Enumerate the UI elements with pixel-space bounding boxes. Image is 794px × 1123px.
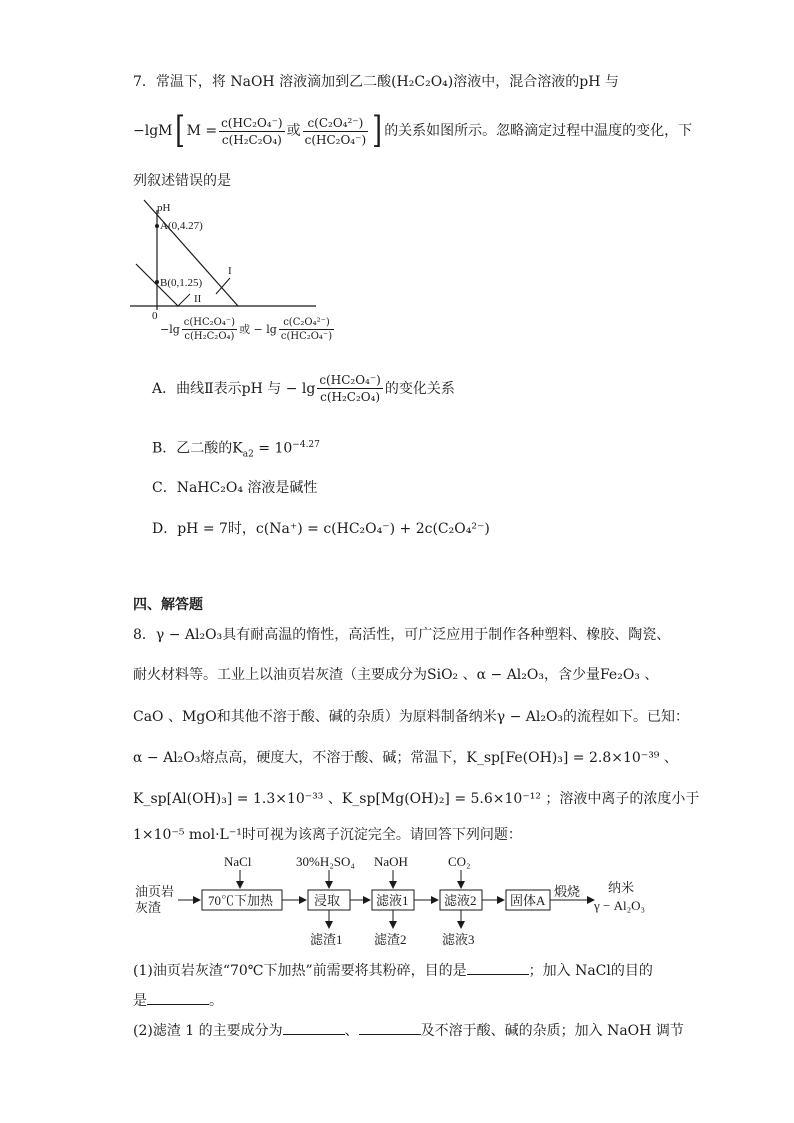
option-b-text: B．乙二酸的K: [152, 440, 243, 457]
q8-line1: 8．γ − Al₂O₃具有耐高温的惰性，高活性，可广泛应用于制作各种塑料、橡胶、陶瓷、: [133, 627, 671, 643]
q7-line2: [133, 106, 692, 156]
left-bracket: [: [174, 110, 185, 151]
q7-line1: 7．常温下，将 NaOH 溶液滴加到乙二酸(H₂C₂O₄)溶液中，混合溶液的pH 与: [133, 74, 619, 90]
q7-or: 或: [286, 123, 301, 139]
y-axis-label: pH: [157, 202, 171, 214]
q7-line2-tail: 的关系如图所示。忽略滴定过程中温度的变化，下: [384, 123, 693, 139]
flow-end-1: 纳米: [608, 880, 635, 895]
flow-box-4-label: 滤液2: [444, 893, 477, 908]
part1-text-a: (1)油页岩灰渣“70℃下加热”前需要将其粉碎，目的是: [133, 963, 467, 979]
option-b-sub: a2: [242, 449, 254, 460]
flow-start-2: 灰渣: [135, 900, 162, 915]
q7-frac2: [303, 115, 369, 148]
answer-blank-4[interactable]: [359, 1022, 421, 1035]
flow-arrow-label: 煅烧: [554, 884, 581, 899]
point-a: [155, 224, 159, 228]
x-label-frac1: [182, 316, 237, 343]
q7-frac1: [219, 115, 285, 148]
q7-m-eq: M =: [186, 123, 218, 139]
residue-3: 滤液3: [442, 932, 475, 947]
answer-blank-1[interactable]: [467, 962, 529, 975]
reagent-4: CO₂: [448, 854, 471, 869]
residue-2: 滤渣2: [374, 932, 407, 947]
flow-end-2: γ − Al₂O₃: [594, 898, 646, 913]
q8-part2-line1: [133, 1022, 684, 1040]
curve-2-label: II: [194, 293, 202, 305]
q8-line5: K_sp[Al(OH)₃] = 1.3×10⁻³³ 、K_sp[Mg(OH)₂] = 5.6×10⁻¹² ；溶液中离子的浓度小于: [133, 791, 700, 807]
flow-box-1-label: 70℃下加热: [208, 893, 274, 908]
curve-1-label: I: [228, 265, 232, 277]
curve-2-tail: [178, 294, 190, 306]
part2-text-a: (2)滤渣 1 的主要成分为: [133, 1023, 283, 1039]
x-frac1-den: c(H₂C₂O₄): [184, 331, 235, 342]
part1-text-c: 是: [133, 993, 147, 1009]
option-a-num: c(HC₂O₄⁻): [319, 373, 381, 387]
option-a-pre: A．曲线Ⅱ表示pH 与 − lg: [152, 380, 316, 397]
flow-box-3-label: 滤液1: [376, 893, 409, 908]
right-bracket: ]: [372, 110, 383, 151]
option-a-tail: 的变化关系: [384, 380, 455, 397]
q7-line3: 列叙述错误的是: [133, 173, 231, 189]
reagent-2: 30%H₂SO₄: [296, 854, 355, 869]
option-c: C．NaHC₂O₄ 溶液是碱性: [152, 480, 318, 496]
part2-text-b: 、: [344, 1023, 359, 1039]
x-label-frac2: [279, 316, 334, 343]
option-b-tail: = 10: [253, 440, 293, 457]
point-a-label: A(0,4.27): [160, 220, 203, 232]
option-a: [152, 372, 455, 405]
x-frac2-den: c(HC₂O₄⁻): [280, 331, 333, 342]
flow-box-2-label: 浸取: [314, 893, 341, 908]
answer-blank-3[interactable]: [283, 1022, 345, 1035]
option-a-den: c(H₂C₂O₄): [320, 390, 381, 404]
process-flow-diagram: [130, 852, 690, 952]
part1-text-b: ；加入 NaCl的目的: [528, 963, 653, 979]
x-frac2-num: c(C₂O₄²⁻): [279, 316, 334, 330]
reagent-1: NaCl: [224, 854, 252, 869]
residue-1: 滤渣1: [310, 932, 343, 947]
curve-1: [144, 200, 238, 306]
graph-x-label: [160, 316, 336, 343]
flow-start-1: 油页岩: [135, 884, 175, 899]
point-b-label: B(0,1.25): [160, 277, 203, 289]
q8-line3: CaO 、MgO和其他不溶于酸、碱的杂质）为原料制备纳米γ − Al₂O₃的流程如下。已知：: [133, 709, 690, 725]
q8-part1-line2: [133, 992, 223, 1010]
option-b: [152, 436, 320, 463]
reagent-3: NaOH: [374, 854, 408, 869]
frac2-numerator: c(C₂O₄²⁻): [303, 115, 369, 132]
part2-text-c: 及不溶于酸、碱的杂质；加入 NaOH 调节: [420, 1023, 684, 1039]
x-label-pre: −lg: [160, 322, 180, 336]
q7-lead: −lgM: [133, 123, 173, 139]
option-a-frac: [317, 372, 383, 405]
q8-line4: α − Al₂O₃熔点高，硬度大，不溶于酸、碱；常温下，K_sp[Fe(OH)₃] = 2.8×10⁻³⁹ 、: [133, 750, 678, 766]
x-frac1-num: c(HC₂O₄⁻): [183, 317, 236, 328]
frac1-numerator: c(HC₂O₄⁻): [221, 115, 283, 130]
frac1-denominator: c(H₂C₂O₄): [221, 132, 282, 147]
section-heading: 四、解答题: [133, 597, 203, 613]
part1-text-d: 。: [209, 993, 223, 1009]
q8-line6: 1×10⁻⁵ mol·L⁻¹时可视为该离子沉淀完全。请回答下列问题：: [133, 827, 522, 843]
answer-blank-2[interactable]: [147, 992, 209, 1005]
option-b-sup: −4.27: [292, 440, 320, 450]
q8-line2: 耐火材料等。工业上以油页岩灰渣（主要成分为SiO₂ 、α − Al₂O₃，含少量Fe₂O₃ 、: [133, 667, 659, 683]
option-d: D．pH = 7时，c(Na⁺) = c(HC₂O₄⁻) + 2c(C₂O₄²⁻): [152, 521, 490, 537]
q8-part1-line1: [133, 962, 653, 980]
curve-1-tick: [216, 278, 230, 294]
frac2-denominator: c(HC₂O₄⁻): [304, 132, 367, 147]
origin-label: 0: [152, 310, 158, 322]
flow-box-5-label: 固体A: [510, 893, 546, 908]
x-label-or: 或 − lg: [239, 322, 277, 336]
point-b: [155, 280, 159, 284]
